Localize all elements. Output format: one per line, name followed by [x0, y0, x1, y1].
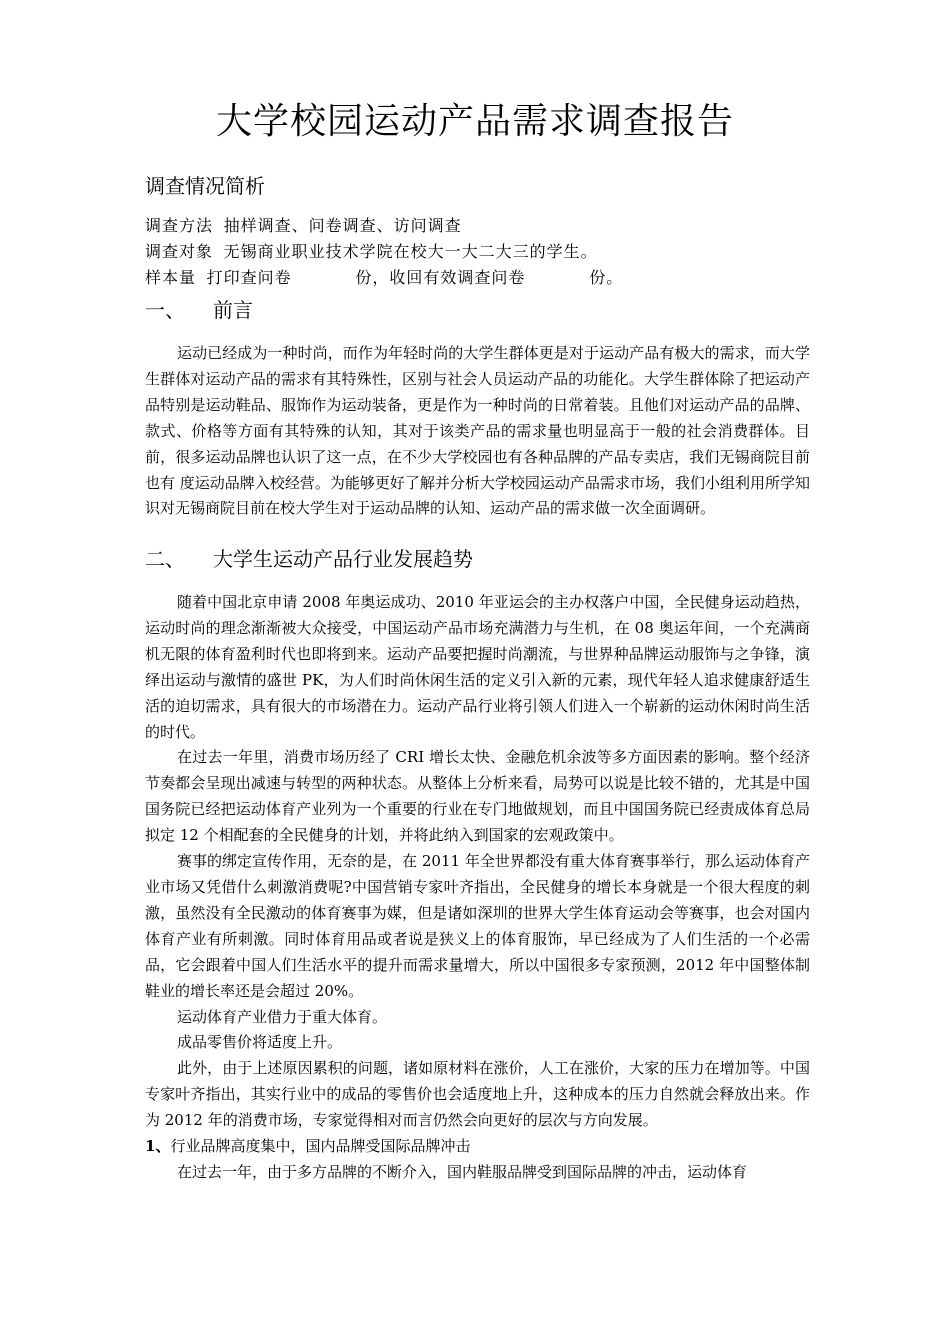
list-item-number: 1、: [145, 1137, 171, 1156]
section-2-heading: [145, 545, 473, 573]
section-2-title: 大学生运动产品行业发展趋势: [213, 547, 473, 571]
paragraph: 运动已经成为一种时尚，而作为年轻时尚的大学生群体更是对于运动产品有极大的需求，而大学生群体对运动产品的需求有其特殊性，区别与社会人员运动产品的功能化。大学生群体除了把运动产品特别是运动鞋品、服饰作为运动装备，更是作为一种时尚的日常着装。且他们对运动产品的品牌、款式、价格等方面有其特殊的认知，其对于该类产品的需求量也明显高于一般的社会消费群体。目前，很多运动品牌也认识了这一点，在不少大学校园也有各种品牌的产品专卖店，我们无锡商院目前也有 度运动品牌入校经营。为能够更好了解并分析大学校园运动产品需求市场，我们小组利用所学知识对无锡商院目前在校大学生对于运动品牌的认知、运动产品的需求做一次全面调研。: [145, 344, 810, 518]
section-2-body: [145, 590, 810, 1186]
document-title: 大学校园运动产品需求调查报告: [215, 101, 734, 142]
paragraph: 成品零售价将适度上升。: [177, 1033, 343, 1052]
paragraph: 随着中国北京申请 2008 年奥运成功、2010 年亚运会的主办权落户中国，全民健身运动趋热，运动时尚的理念渐渐被大众接受，中国运动产品市场充满潜力与生机，在 08 奥运年间，一个充满商机无限的体育盈利时代也即将到来。运动产品要把握时尚潮流，与世界种品牌运动服饰与之争锋，演绎出运动与激情的盛世 PK，为人们时尚休闲生活的定义引入新的元素，现代年轻人追求健康舒适生活的迫切需求，具有很大的市场潜在力。运动产品行业将引领人们进入一个崭新的运动休闲时尚生活的时代。: [145, 593, 810, 741]
paragraph: 在过去一年里，消费市场历经了 CRI 增长太快、金融危机余波等多方面因素的影响。整个经济节奏都会呈现出减速与转型的两种状态。从整体上分析来看，局势可以说是比较不错的，尤其是中国国务院已经把运动体育产业列为一个重要的行业在专门地做规划，而且中国国务院已经责成体育总局拟定 12 个相配套的全民健身的计划，并将此纳入到国家的宏观政策中。: [145, 748, 810, 845]
survey-target: 调查对象 无锡商业职业技术学院在校大一大二大三的学生。: [145, 242, 598, 261]
list-item-1: [145, 1134, 810, 1160]
list-item-text: 行业品牌高度集中，国内品牌受国际品牌冲击: [170, 1137, 471, 1156]
section-1-body: [145, 341, 810, 522]
section-2-number: 二、: [145, 547, 185, 571]
paragraph: 在过去一年，由于多方品牌的不断介入，国内鞋服品牌受到国际品牌的冲击，运动体育: [177, 1162, 748, 1181]
paragraph: 赛事的绑定宣传作用，无奈的是，在 2011 年全世界都没有重大体育赛事举行，那么运动体育产业市场又凭借什么刺激消费呢?中国营销专家叶齐指出，全民健身的增长本身就是一个很大程度的刺激，虽然没有全民激动的体育赛事为媒，但是诸如深圳的世界大学生体育运动会等赛事，也会对国内体育产业有所刺激。同时体育用品或者说是狭义上的体育服饰，早已经成为了人们生活的一个必需品，它会跟着中国人们生活水平的提升而需求量增大，所以中国很多专家预测，2012 年中国整体制鞋业的增长率还是会超过 20%。: [145, 852, 810, 1000]
section-1-number: 一、: [145, 298, 185, 322]
survey-sample: 样本量 打印查问卷 份，收回有效调查问卷 份。: [145, 268, 624, 287]
section-1-heading: [145, 296, 253, 324]
section-1-title: 前言: [213, 298, 253, 322]
paragraph: 运动体育产业借力于重大体育。: [177, 1007, 388, 1026]
survey-method: 调查方法 抽样调查、问卷调查、访问调查: [145, 216, 462, 235]
overview-heading: 调查情况简析: [145, 174, 265, 198]
paragraph: 此外，由于上述原因累积的问题，诸如原材料在涨价，人工在涨价，大家的压力在增加等。中国专家叶齐指出，其实行业中的成品的零售价也会适度地上升，这种成本的压力自然就会释放出来。作为 2012 年的消费市场，专家觉得相对而言仍然会向更好的层次与方向发展。: [145, 1059, 810, 1130]
